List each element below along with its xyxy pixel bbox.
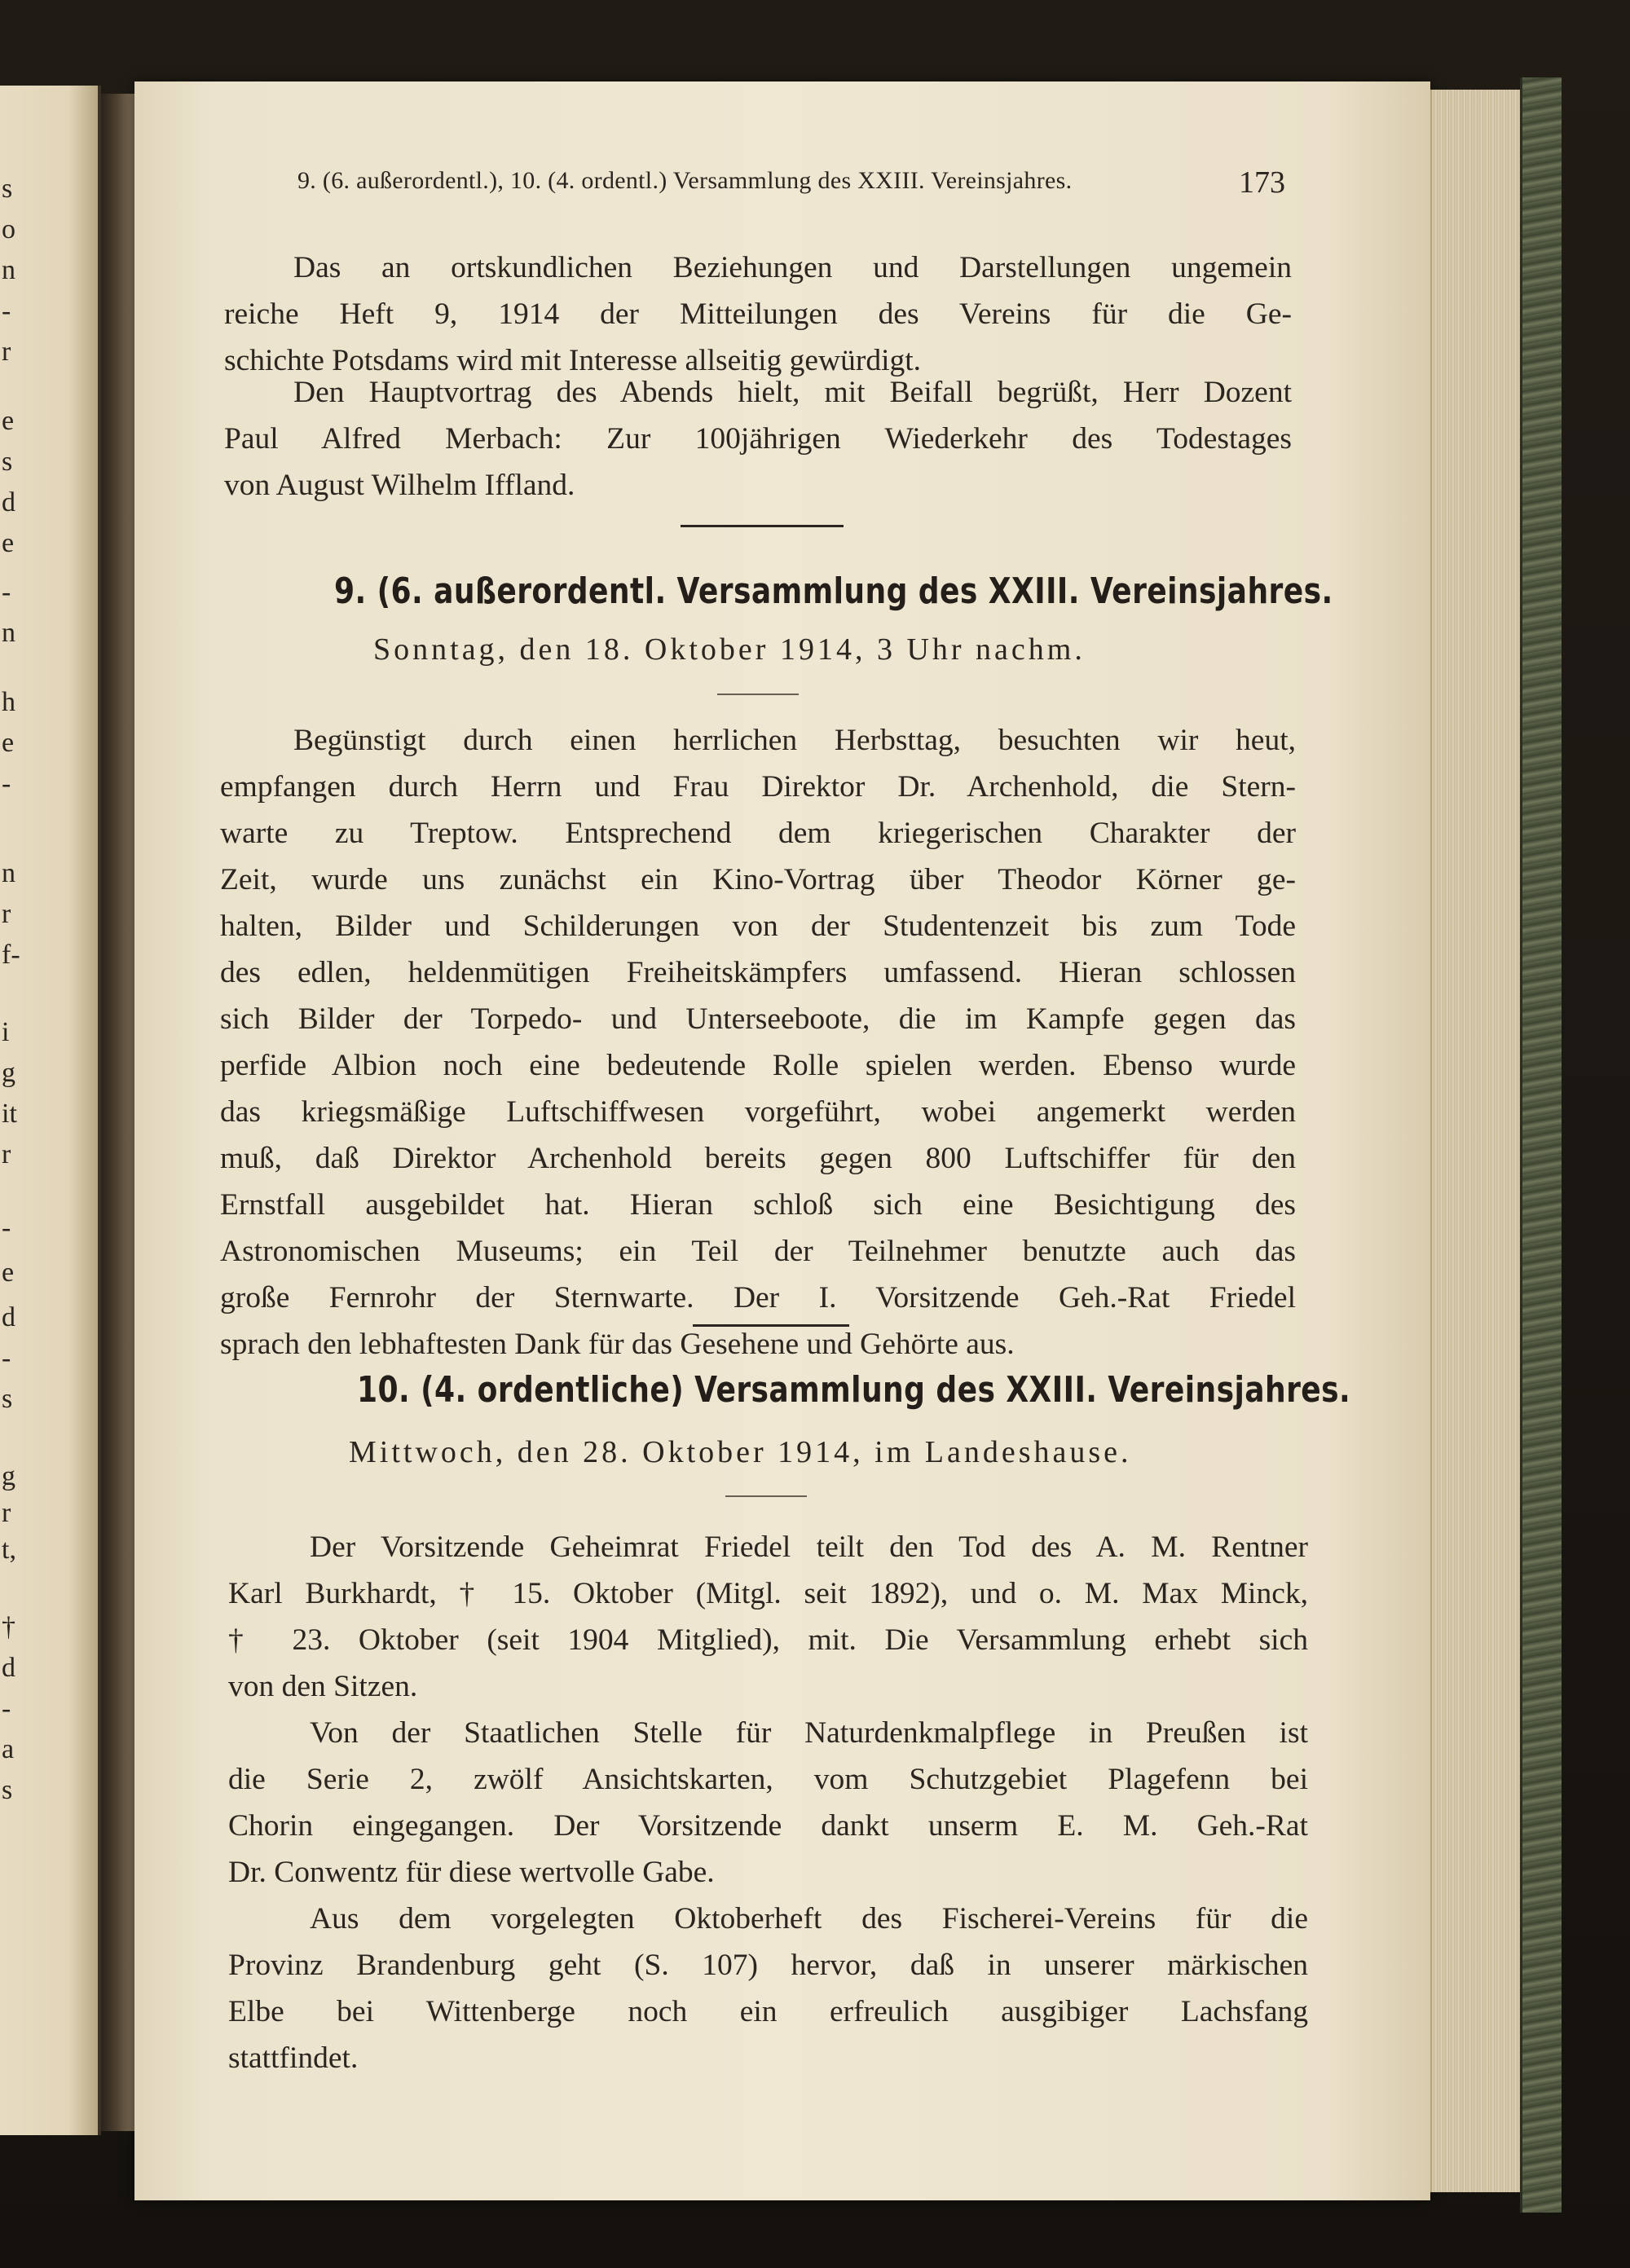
facing-page-glyph: r — [2, 1498, 11, 1528]
facing-page-glyph: e — [2, 728, 15, 758]
text-line: Karl Burkhardt, † 15. Oktober (Mitgl. seit 1892), und o. M. Max Minck, — [228, 1577, 1308, 1610]
text-line: sprach den lebhaftesten Dank für das Gesehene und Gehörte aus. — [220, 1328, 1015, 1361]
facing-page-glyph: d — [2, 487, 15, 517]
text-line: perfide Albion noch eine bedeutende Rolle spielen werden. Ebenso wurde — [220, 1049, 1296, 1082]
section-10-paragraph-3 — [228, 1896, 1308, 2081]
text-line: von den Sitzen. — [228, 1670, 418, 1703]
text-line: empfangen durch Herrn und Frau Direktor Dr. Archenhold, die Stern- — [220, 770, 1296, 804]
text-line: das kriegsmäßige Luftschiffwesen vorgeführt, wobei angemerkt werden — [220, 1095, 1296, 1129]
page-edges — [1430, 90, 1522, 2192]
text-line: Chorin eingegangen. Der Vorsitzende dankt unserm E. M. Geh.-Rat — [228, 1809, 1308, 1843]
book-gutter — [101, 94, 137, 2131]
facing-page-glyph: d — [2, 1653, 15, 1683]
section-10-paragraph-2 — [228, 1710, 1308, 1896]
facing-page-glyph: n — [2, 255, 15, 285]
date-underline — [717, 694, 799, 695]
text-line: große Fernrohr der Sternwarte. Der I. Vorsitzende Geh.-Rat Friedel — [220, 1281, 1296, 1315]
text-line: die Serie 2, zwölf Ansichtskarten, vom Schutzgebiet Plagefenn bei — [228, 1763, 1308, 1796]
section-10-date: Mittwoch, den 28. Oktober 1914, im Landeshause. — [349, 1435, 1132, 1469]
facing-page-glyph: h — [2, 687, 15, 717]
facing-page-glyph: g — [2, 1058, 15, 1088]
text-line: Der Vorsitzende Geheimrat Friedel teilt den Tod des A. M. Rentner — [310, 1530, 1308, 1564]
facing-page-glyph: s — [2, 447, 13, 477]
text-line: stattfindet. — [228, 2041, 359, 2075]
text-line: Den Hauptvortrag des Abends hielt, mit Beifall begrüßt, Herr Dozent — [293, 376, 1292, 409]
text-line: Von der Staatlichen Stelle für Naturdenkmalpflege in Preußen ist — [310, 1716, 1308, 1750]
facing-page-glyph: r — [2, 899, 11, 929]
text-line: † 23. Oktober (seit 1904 Mitglied), mit. Die Versammlung erhebt sich — [228, 1623, 1308, 1657]
facing-page-glyph: - — [2, 1693, 11, 1724]
running-head: 9. (6. außerordentl.), 10. (4. ordentl.) Versammlung des XXIII. Vereinsjahres. — [297, 167, 1073, 194]
facing-page-glyph: d — [2, 1302, 15, 1332]
text-line: muß, daß Direktor Archenhold bereits gegen 800 Luftschiffer für den — [220, 1142, 1296, 1175]
facing-page-glyph: s — [2, 1384, 13, 1414]
section-10-heading: 10. (4. ordentliche) Versammlung des XXIII. Vereinsjahres. — [357, 1369, 1351, 1411]
facing-page-glyph: g — [2, 1461, 15, 1491]
text-line: Astronomischen Museums; ein Teil der Teilnehmer benutzte auch das — [220, 1235, 1296, 1268]
section-9-heading: 9. (6. außerordentl. Versammlung des XXIII. Vereinsjahres. — [334, 570, 1333, 612]
text-line: reiche Heft 9, 1914 der Mitteilungen des Vereins für die Ge- — [224, 297, 1292, 331]
facing-page-glyph: - — [2, 577, 11, 607]
date-underline — [725, 1495, 807, 1497]
facing-page-glyph: t, — [2, 1535, 16, 1565]
book-cover-edge — [1520, 77, 1562, 2213]
facing-page-glyph: n — [2, 618, 15, 648]
page-number: 173 — [1239, 165, 1285, 200]
text-line: Zeit, wurde uns zunächst ein Kino-Vortrag über Theodor Körner ge- — [220, 863, 1296, 896]
facing-page-glyph: o — [2, 214, 15, 244]
section-9-date: Sonntag, den 18. Oktober 1914, 3 Uhr nachm. — [373, 632, 1086, 667]
text-line: von August Wilhelm Iffland. — [224, 469, 575, 502]
text-line: warte zu Treptow. Entsprechend dem kriegerischen Charakter der — [220, 817, 1296, 850]
facing-page-glyph: - — [2, 1343, 11, 1373]
facing-page-glyph: it — [2, 1099, 17, 1129]
facing-page-glyph: e — [2, 406, 15, 436]
text-line: schichte Potsdams wird mit Interesse allseitig gewürdigt. — [224, 344, 922, 377]
text-line: Paul Alfred Merbach: Zur 100jährigen Wiederkehr des Todestages — [224, 422, 1292, 456]
text-line: Aus dem vorgelegten Oktoberheft des Fischerei-Vereins für die — [310, 1902, 1308, 1936]
text-line: Elbe bei Wittenberge noch ein erfreulich ausgibiger Lachsfang — [228, 1995, 1308, 2028]
text-line: Provinz Brandenburg geht (S. 107) hervor, daß in unserer märkischen — [228, 1949, 1308, 1982]
text-line: halten, Bilder und Schilderungen von der Studentenzeit bis zum Tode — [220, 909, 1296, 943]
facing-page-glyph: † — [2, 1612, 15, 1642]
facing-page-glyph: - — [2, 296, 11, 326]
facing-page-glyph: s — [2, 1775, 13, 1805]
text-line: sich Bilder der Torpedo- und Unterseeboote, die im Kampfe gegen das — [220, 1002, 1296, 1036]
intro-paragraph-1 — [224, 244, 1292, 384]
facing-page-glyph: r — [2, 1139, 11, 1169]
section-10-paragraph-1 — [228, 1524, 1308, 1710]
facing-page-glyph: n — [2, 858, 15, 888]
facing-page-glyph: i — [2, 1017, 10, 1047]
text-line: Ernstfall ausgebildet hat. Hieran schloß sich eine Besichtigung des — [220, 1188, 1296, 1222]
section-divider — [681, 525, 844, 527]
facing-page-glyph: a — [2, 1734, 15, 1764]
text-line: des edlen, heldenmütigen Freiheitskämpfers umfassend. Hieran schlossen — [220, 956, 1296, 989]
previous-page-edge — [0, 86, 101, 2135]
text-line: Dr. Conwentz für diese wertvolle Gabe. — [228, 1856, 715, 1889]
text-line: Das an ortskundlichen Beziehungen und Darstellungen ungemein — [293, 251, 1292, 284]
facing-page-glyph: - — [2, 1213, 11, 1243]
section-divider — [693, 1324, 849, 1327]
facing-page-glyph: r — [2, 337, 11, 367]
facing-page-glyph: - — [2, 768, 11, 799]
intro-paragraph-2 — [224, 369, 1292, 509]
section-9-body — [220, 717, 1296, 1367]
facing-page-glyph: s — [2, 174, 13, 204]
text-line: Begünstigt durch einen herrlichen Herbsttag, besuchten wir heut, — [293, 724, 1296, 757]
facing-page-glyph: f- — [2, 940, 20, 970]
facing-page-glyph: e — [2, 528, 15, 558]
facing-page-glyph: e — [2, 1257, 15, 1288]
